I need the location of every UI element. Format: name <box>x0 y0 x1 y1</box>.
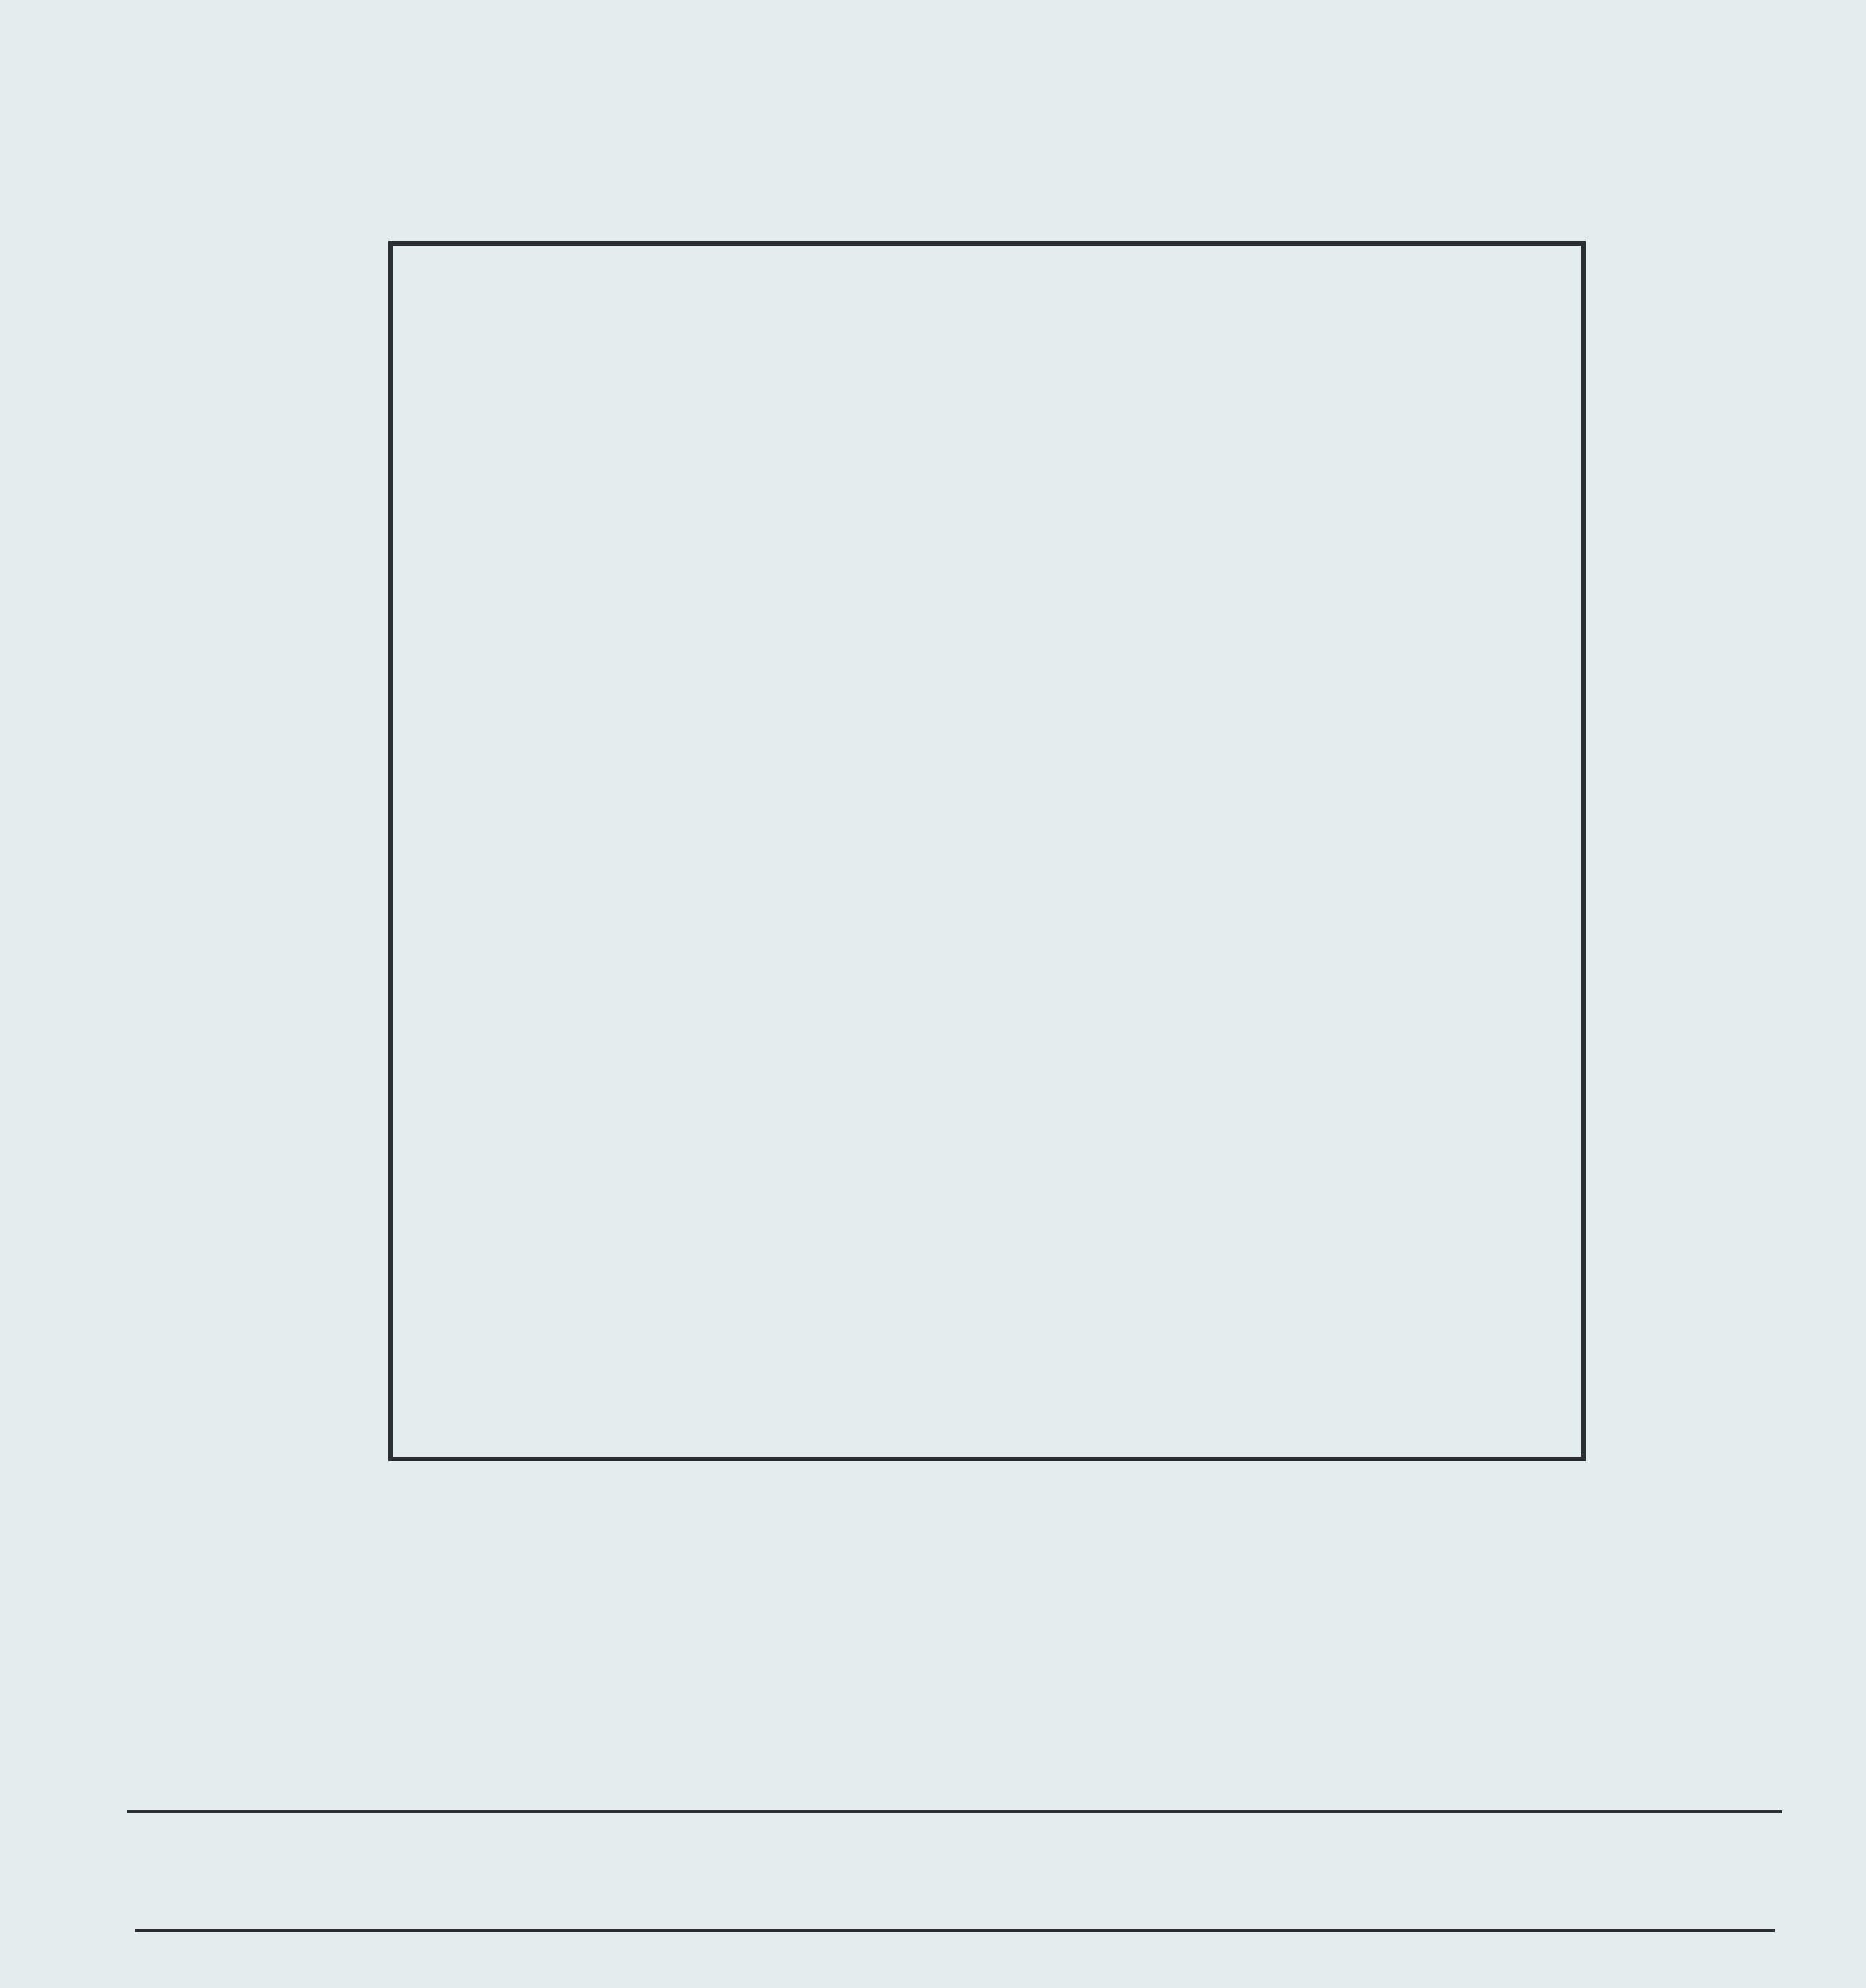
answer-line-2[interactable] <box>135 1929 1775 1932</box>
graph-frame <box>391 243 1583 1459</box>
answer-line-1[interactable] <box>127 1810 1782 1813</box>
